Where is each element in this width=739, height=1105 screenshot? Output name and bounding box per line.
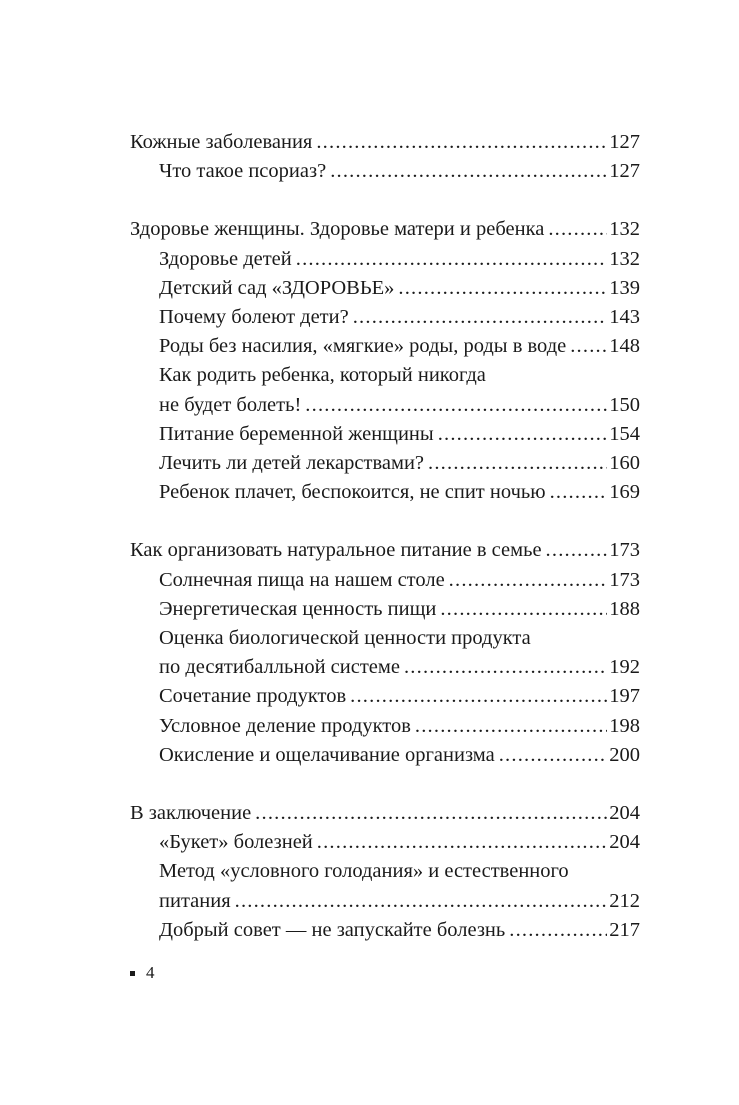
toc-entry-line <box>159 566 640 595</box>
page-number: 4 <box>146 963 155 982</box>
toc-chapter-entry[interactable] <box>130 536 640 565</box>
toc-entry-title: по десятибалльной системе <box>159 656 400 679</box>
toc-subentry[interactable] <box>130 361 640 419</box>
toc-page-number: 197 <box>609 685 640 708</box>
toc-page-number: 127 <box>609 160 640 183</box>
toc-page-number: 132 <box>609 218 640 241</box>
toc-chapter-entry[interactable] <box>130 128 640 157</box>
toc-entry-title: Роды без насилия, «мягкие» роды, роды в воде <box>159 335 567 358</box>
toc-entry-line <box>159 828 640 857</box>
dot-leader <box>305 391 607 420</box>
toc-entry-line <box>159 157 640 186</box>
toc-entry-title: Условное деление продуктов <box>159 714 411 737</box>
toc-entry-title: В заключение <box>130 802 252 825</box>
toc-page-number: 143 <box>609 306 640 329</box>
toc-page-number: 198 <box>609 714 640 737</box>
toc-subentry[interactable] <box>130 303 640 332</box>
toc-subentry[interactable] <box>130 828 640 857</box>
dot-leader <box>350 682 607 711</box>
toc-chapter-entry[interactable] <box>130 799 640 828</box>
dot-leader <box>499 741 608 770</box>
toc-page-number: 200 <box>609 743 640 766</box>
toc-subentry[interactable] <box>130 857 640 915</box>
toc-page-number: 139 <box>609 276 640 299</box>
dot-leader <box>296 245 608 274</box>
dot-leader <box>550 478 608 507</box>
page-footer <box>130 963 155 983</box>
toc-subentry[interactable] <box>130 624 640 682</box>
toc-subentry[interactable] <box>130 741 640 770</box>
toc-page-number: 204 <box>609 831 640 854</box>
toc-subentry[interactable] <box>130 712 640 741</box>
toc-entry-title: Энергетическая ценность пищи <box>159 597 437 620</box>
toc-subentry[interactable] <box>130 449 640 478</box>
toc-entry-title: Здоровье детей <box>159 247 292 270</box>
toc-entry-line <box>159 887 640 916</box>
toc-entry-line <box>159 303 640 332</box>
toc-entry-title: Кожные заболевания <box>130 131 313 153</box>
dot-leader <box>440 595 607 624</box>
table-of-contents <box>130 128 640 974</box>
toc-entry-line <box>130 799 640 828</box>
dot-leader <box>546 536 608 565</box>
toc-entry-line <box>130 536 640 565</box>
toc-entry-line <box>130 128 640 157</box>
toc-page-number: 160 <box>609 452 640 475</box>
toc-page-number: 150 <box>609 393 640 416</box>
toc-entry-title: Сочетание продуктов <box>159 685 347 708</box>
toc-page-number: 173 <box>609 568 640 591</box>
toc-entry-title: Солнечная пища на нашем столе <box>159 568 445 591</box>
toc-entry-title: Окисление и ощелачивание организма <box>159 743 495 766</box>
toc-entry-line <box>159 741 640 770</box>
toc-entry-line <box>159 478 640 507</box>
toc-entry-title: Здоровье женщины. Здоровье матери и ребенка <box>130 218 545 241</box>
dot-leader <box>398 274 607 303</box>
toc-subentry[interactable] <box>130 478 640 507</box>
toc-page-number: 127 <box>609 131 640 153</box>
dot-leader <box>317 828 607 857</box>
toc-subentry[interactable] <box>130 682 640 711</box>
toc-entry-line <box>159 274 640 303</box>
toc-entry-title: Что такое псориаз? <box>159 160 327 183</box>
toc-subentry[interactable] <box>130 157 640 186</box>
dot-leader <box>428 449 607 478</box>
toc-page-number: 132 <box>609 247 640 270</box>
dot-leader <box>330 157 607 186</box>
toc-section <box>130 215 640 507</box>
toc-entry-title: Ребенок плачет, беспокоится, не спит ночью <box>159 481 546 504</box>
square-bullet-icon <box>130 971 135 976</box>
toc-entry-title: Как организовать натуральное питание в семье <box>130 539 542 562</box>
toc-entry-title: Питание беременной женщины <box>159 422 434 445</box>
toc-entry-title: Лечить ли детей лекарствами? <box>159 452 425 475</box>
toc-page-number: 217 <box>609 918 640 941</box>
toc-entry-line <box>159 712 640 741</box>
toc-entry-line <box>159 449 640 478</box>
toc-entry-line <box>130 215 640 244</box>
toc-subentry[interactable] <box>130 332 640 361</box>
toc-page-number: 154 <box>609 422 640 445</box>
toc-entry-line <box>159 653 640 682</box>
dot-leader <box>449 566 608 595</box>
dot-leader <box>235 887 608 916</box>
toc-section <box>130 536 640 770</box>
dot-leader <box>438 420 608 449</box>
toc-page-number: 188 <box>609 597 640 620</box>
dot-leader <box>255 799 607 828</box>
dot-leader <box>415 712 607 741</box>
toc-entry-title-first-line: Как родить ребенка, который никогда <box>159 364 486 387</box>
toc-entry-title-first-line: Метод «условного голодания» и естественного <box>159 860 569 883</box>
toc-entry-title: Добрый совет — не запускайте болезнь <box>159 918 506 941</box>
toc-subentry[interactable] <box>130 245 640 274</box>
toc-entry-line <box>159 682 640 711</box>
toc-entry-title: «Букет» болезней <box>159 831 313 854</box>
toc-page-number: 148 <box>609 335 640 358</box>
dot-leader <box>404 653 607 682</box>
toc-section <box>130 799 640 945</box>
dot-leader <box>548 215 607 244</box>
toc-entry-line <box>159 391 640 420</box>
toc-subentry[interactable] <box>130 595 640 624</box>
toc-entry-title-first-line: Оценка биологической ценности продукта <box>159 627 531 650</box>
toc-subentry[interactable] <box>130 420 640 449</box>
toc-section <box>130 128 640 186</box>
dot-leader <box>353 303 608 332</box>
toc-page-number: 169 <box>609 481 640 504</box>
toc-page-number: 204 <box>609 802 640 825</box>
toc-page-number: 192 <box>609 656 640 679</box>
toc-entry-title: Детский сад «ЗДОРОВЬЕ» <box>159 276 395 299</box>
toc-page-number: 173 <box>609 539 640 562</box>
dot-leader <box>509 916 607 945</box>
toc-chapter-entry[interactable] <box>130 215 640 244</box>
toc-entry-line <box>159 245 640 274</box>
toc-entry-line <box>159 595 640 624</box>
toc-subentry[interactable] <box>130 274 640 303</box>
toc-entry-title: не будет болеть! <box>159 393 302 416</box>
dot-leader <box>570 332 607 361</box>
toc-entry-line <box>159 332 640 361</box>
toc-entry-line <box>159 420 640 449</box>
toc-entry-line <box>159 916 640 945</box>
dot-leader <box>316 128 607 157</box>
toc-entry-title: питания <box>159 889 231 912</box>
toc-subentry[interactable] <box>130 566 640 595</box>
toc-entry-title: Почему болеют дети? <box>159 306 349 329</box>
toc-subentry[interactable] <box>130 916 640 945</box>
toc-page-number: 212 <box>609 889 640 912</box>
